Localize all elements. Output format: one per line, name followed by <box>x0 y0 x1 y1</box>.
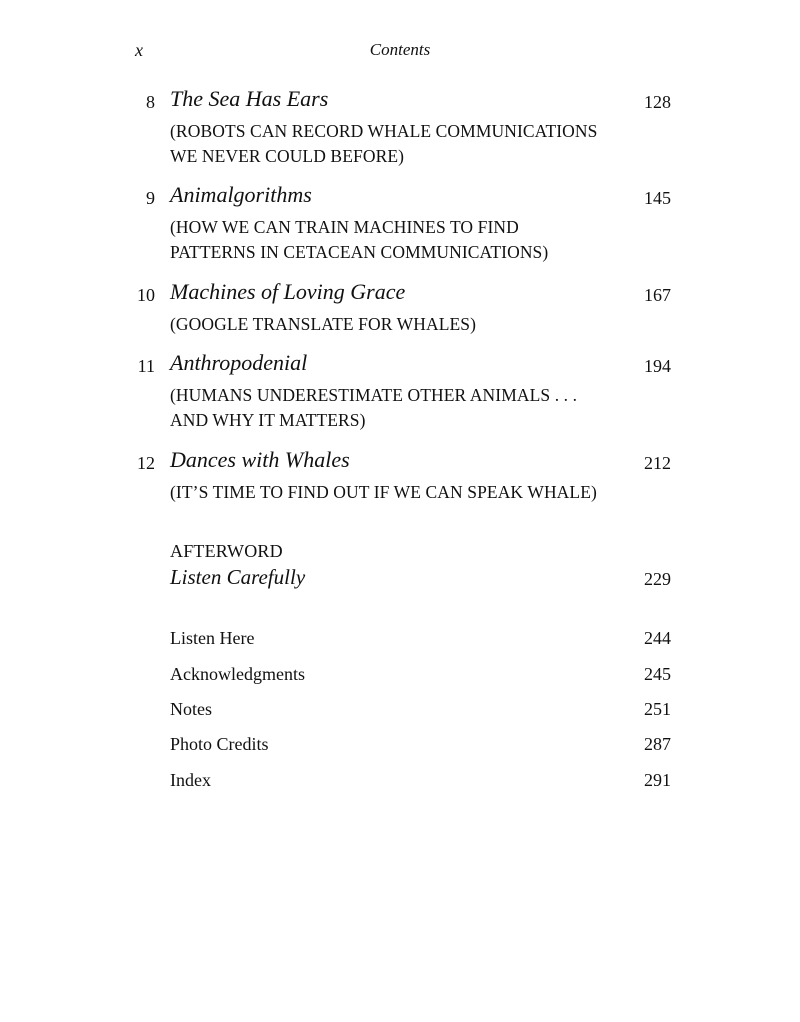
chapter-subtitle <box>170 480 640 505</box>
toc-entry-afterword <box>0 541 800 591</box>
back-matter-title: Acknowledgments <box>170 664 305 684</box>
afterword-title: Listen Carefully <box>170 565 306 589</box>
toc-entry-notes <box>0 699 800 725</box>
back-matter-title: Photo Credits <box>170 734 269 754</box>
chapter-page-number: 128 <box>644 92 671 112</box>
chapter-subtitle-line: WE NEVER COULD BEFORE) <box>170 146 405 166</box>
chapter-title: Dances with Whales <box>170 447 350 472</box>
chapter-subtitle <box>170 215 640 265</box>
back-matter-page-number: 245 <box>644 664 671 684</box>
toc-entry-photo-credits <box>0 734 800 760</box>
page-folio: x <box>135 40 143 60</box>
chapter-page-number: 145 <box>644 188 671 208</box>
running-header <box>0 40 800 62</box>
chapter-page-number: 194 <box>644 356 671 376</box>
back-matter-page-number: 287 <box>644 734 671 754</box>
chapter-subtitle-line: AND WHY IT MATTERS) <box>170 410 366 430</box>
toc-entry-acknowledgments <box>0 664 800 690</box>
chapter-number: 12 <box>137 453 155 473</box>
chapter-subtitle-line: (GOOGLE TRANSLATE FOR WHALES) <box>170 314 477 334</box>
chapter-title: Anthropodenial <box>170 350 308 375</box>
chapter-number: 10 <box>137 285 155 305</box>
chapter-subtitle-line: (HOW WE CAN TRAIN MACHINES TO FIND <box>170 217 519 237</box>
chapter-subtitle-line: (HUMANS UNDERESTIMATE OTHER ANIMALS . . . <box>170 385 578 405</box>
toc-entry-index <box>0 770 800 796</box>
chapter-subtitle <box>170 312 640 337</box>
afterword-page-number: 229 <box>644 569 671 589</box>
back-matter-page-number: 244 <box>644 628 671 648</box>
back-matter-title: Notes <box>170 699 212 719</box>
chapter-title: The Sea Has Ears <box>170 86 329 111</box>
chapter-subtitle-line: (IT’S TIME TO FIND OUT IF WE CAN SPEAK WHALE) <box>170 482 597 502</box>
chapter-subtitle <box>170 119 640 169</box>
back-matter-title: Index <box>170 770 211 790</box>
chapter-subtitle <box>170 383 640 433</box>
toc-entry-listen-here <box>0 628 800 654</box>
chapter-title: Machines of Loving Grace <box>170 279 406 304</box>
chapter-subtitle-line: (ROBOTS CAN RECORD WHALE COMMUNICATIONS <box>170 121 598 141</box>
running-title: Contents <box>369 40 431 59</box>
chapter-page-number: 167 <box>644 285 671 305</box>
chapter-number: 11 <box>137 356 155 376</box>
back-matter-title: Listen Here <box>170 628 255 648</box>
chapter-title: Animalgorithms <box>170 182 312 207</box>
back-matter-page-number: 251 <box>644 699 671 719</box>
chapter-number: 9 <box>146 188 155 208</box>
back-matter-page-number: 291 <box>644 770 671 790</box>
chapter-subtitle-line: PATTERNS IN CETACEAN COMMUNICATIONS) <box>170 242 549 262</box>
chapter-number: 8 <box>146 92 155 112</box>
afterword-label: AFTERWORD <box>170 541 283 561</box>
chapter-page-number: 212 <box>644 453 671 473</box>
